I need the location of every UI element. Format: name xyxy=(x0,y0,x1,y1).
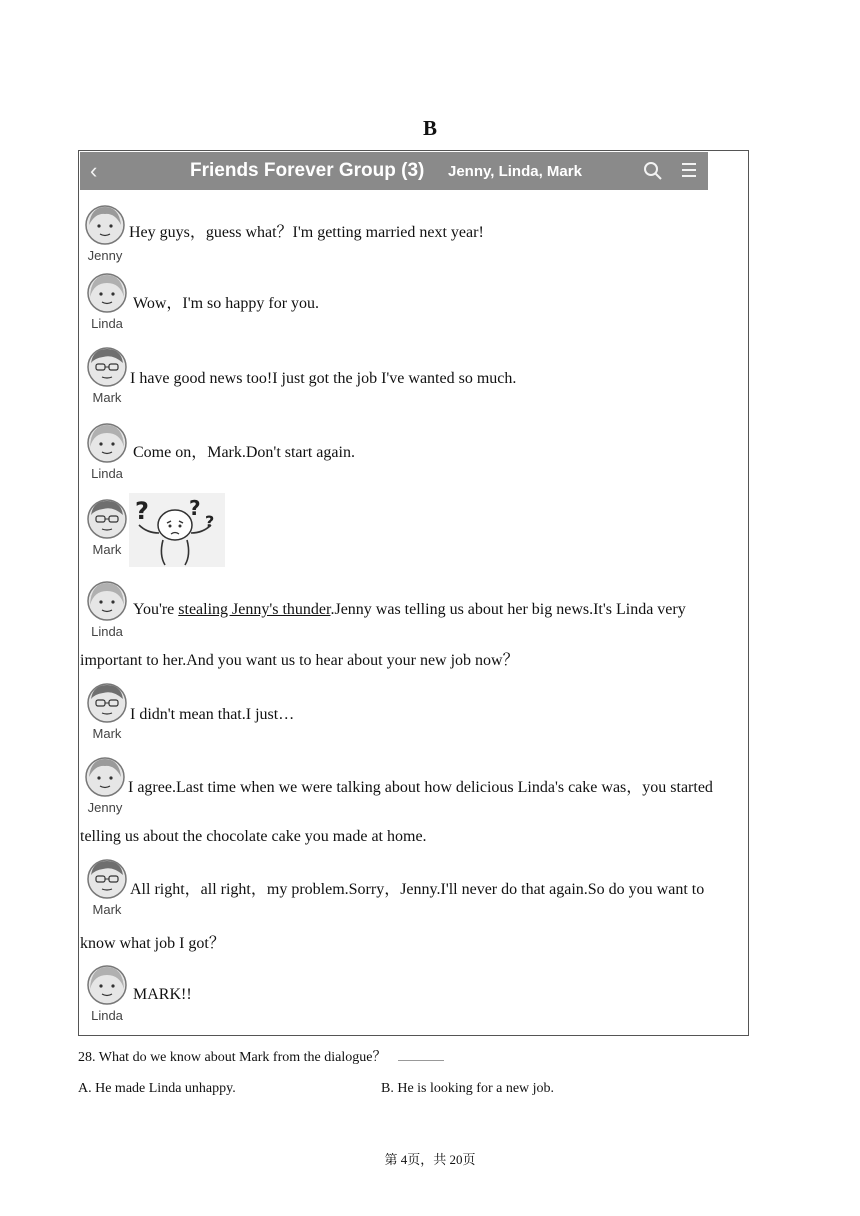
underlined-phrase: stealing Jenny's thunder xyxy=(178,601,331,618)
avatar-linda xyxy=(83,271,131,331)
avatar-jenny xyxy=(81,203,129,263)
confused-shrug-sticker xyxy=(129,493,225,567)
avatar-linda xyxy=(83,963,131,1023)
message-text: MARK!! xyxy=(133,986,192,1003)
message-text: I have good news too!I just got the job I've wanted so much. xyxy=(130,370,517,387)
avatar-name: Mark xyxy=(92,542,122,557)
avatar-name: Jenny xyxy=(87,800,123,815)
question-28 xyxy=(78,1046,444,1066)
avatar-linda xyxy=(83,421,131,481)
message-text: Come on，Mark.Don't start again. xyxy=(133,444,355,461)
svg-text:?: ? xyxy=(205,512,215,531)
svg-text:?: ? xyxy=(189,496,201,520)
menu-icon xyxy=(680,161,698,179)
avatar-name: Linda xyxy=(91,466,123,481)
group-members: Jenny, Linda, Mark xyxy=(448,163,582,180)
message-text: Wow，I'm so happy for you. xyxy=(133,295,320,312)
chevron-left-icon: ‹ xyxy=(90,158,98,183)
section-label: B xyxy=(422,116,437,140)
group-title: Friends Forever Group (3) xyxy=(190,160,425,181)
avatar-mark xyxy=(83,857,131,917)
avatar-jenny xyxy=(81,755,129,815)
message-text: I agree.Last time when we were talking about how delicious Linda's cake was，you started xyxy=(128,779,713,796)
option-a[interactable]: A. He made Linda unhappy. xyxy=(78,1081,236,1096)
question-text: 28. What do we know about Mark from the dialogue？ xyxy=(78,1050,387,1065)
message-text-continued: know what job I got？ xyxy=(80,935,225,952)
option-b[interactable]: B. He is looking for a new job. xyxy=(381,1081,555,1096)
message-text xyxy=(133,600,686,620)
avatar-name: Linda xyxy=(91,1008,123,1023)
avatar-mark xyxy=(83,345,131,405)
message-text: All right，all right，my problem.Sorry，Jenny.I'll never do that again.So do you want to xyxy=(130,881,705,898)
answer-blank[interactable] xyxy=(398,1048,444,1061)
avatar-name: Mark xyxy=(92,902,122,917)
message-text-continued: telling us about the chocolate cake you made at home. xyxy=(80,828,427,845)
avatar-name: Mark xyxy=(92,390,122,405)
message-text-continued: important to her.And you want us to hear about your new job now？ xyxy=(80,652,519,669)
avatar-linda xyxy=(83,579,131,639)
avatar-mark xyxy=(83,497,131,557)
message-text: Hey guys，guess what？I'm getting married next year! xyxy=(129,224,484,241)
avatar-name: Mark xyxy=(92,726,122,741)
avatar-name: Linda xyxy=(91,316,123,331)
page-footer: 第 4页，共 20页 xyxy=(384,1152,476,1167)
chat-header xyxy=(80,152,708,190)
avatar-mark xyxy=(83,681,131,741)
svg-text:?: ? xyxy=(135,497,149,525)
search-icon xyxy=(642,160,664,182)
avatar-name: Linda xyxy=(91,624,123,639)
chat-screenshot xyxy=(78,150,749,1036)
message-text: I didn't mean that.I just… xyxy=(130,706,295,723)
avatar-name: Jenny xyxy=(87,248,123,263)
message-text-post: .Jenny was telling us about her big news.It's Linda very xyxy=(330,601,686,618)
message-text-pre: You're xyxy=(133,601,179,618)
